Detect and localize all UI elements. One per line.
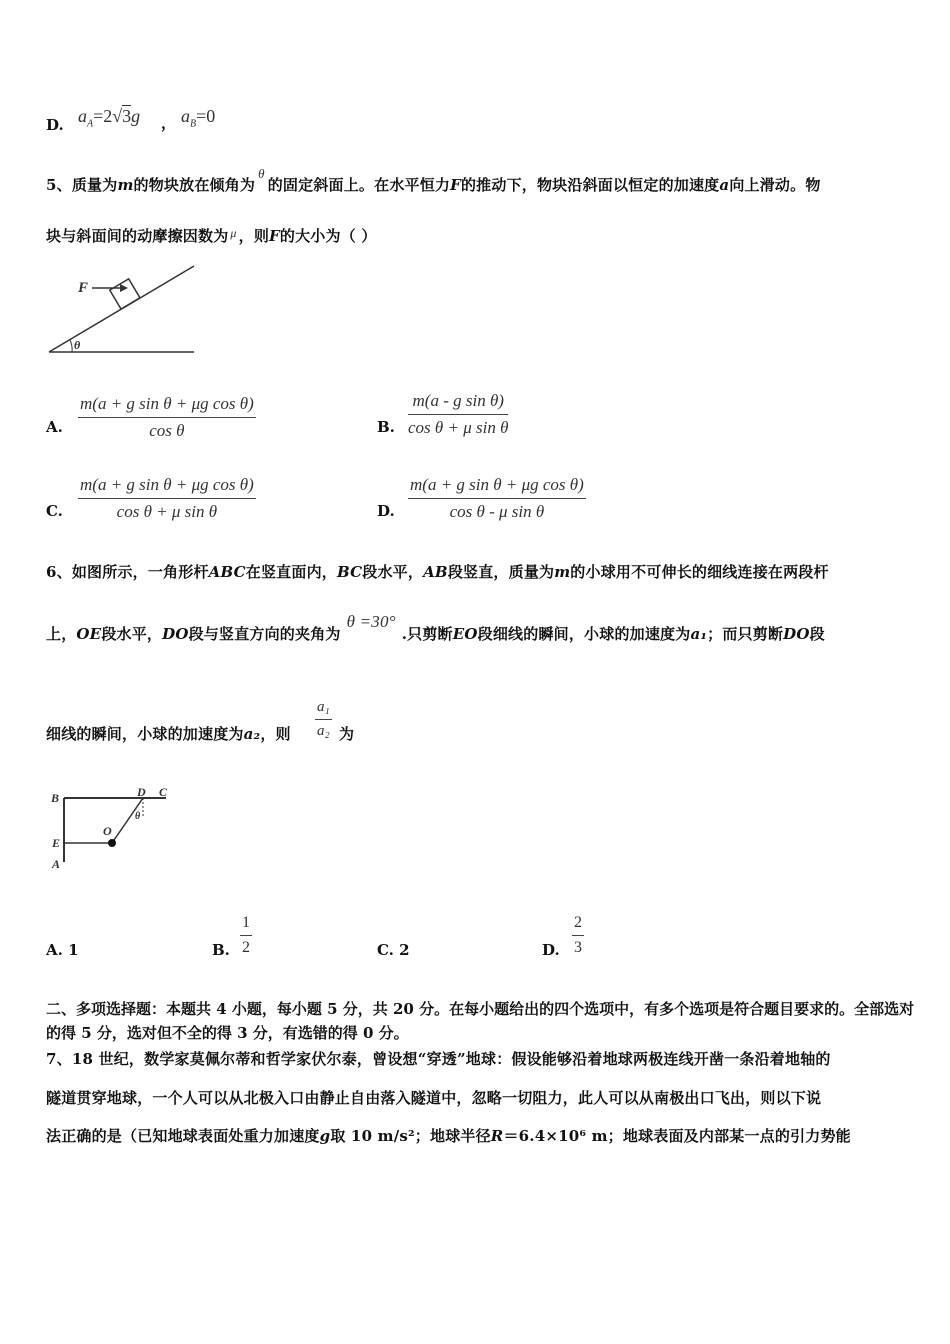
equals-two: =2 <box>93 106 113 126</box>
symbol: a <box>181 106 190 126</box>
text: .只剪断 <box>401 625 453 643</box>
option-letter: D. <box>542 941 560 959</box>
option-letter: D. <box>377 502 395 520</box>
text: ，则 <box>260 725 291 743</box>
text: ＝6.4×10⁶ m；地球表面及内部某一点的引力势能 <box>503 1127 851 1145</box>
option-value: 2 <box>399 941 410 959</box>
var-ABC: ABC <box>208 563 246 581</box>
var-EO: EO <box>452 625 478 643</box>
text: 块与斜面间的动摩擦因数为 <box>46 227 229 245</box>
text: 的推动下，物块沿斜面以恒定的加速度 <box>460 176 720 194</box>
subscript: B <box>190 118 197 130</box>
text: 在竖直面内， <box>245 563 337 581</box>
var-F: F <box>269 227 280 245</box>
q6-line-2 <box>46 612 825 644</box>
text: ；而只剪断 <box>707 625 784 643</box>
ratio-fraction <box>315 699 332 740</box>
var-OE: OE <box>76 625 102 643</box>
g-symbol: g <box>131 106 141 126</box>
denominator: 3 <box>574 939 582 956</box>
var-a1: a₁ <box>690 625 708 643</box>
text: 段 <box>809 625 825 643</box>
option-letter: A. <box>46 941 63 959</box>
label-F: F <box>78 280 89 296</box>
var-m: m <box>117 176 134 194</box>
numerator: m(a - g sin θ) <box>408 391 508 415</box>
q5-line-2 <box>46 225 377 246</box>
q5-line-1 <box>46 166 821 195</box>
var-BC: BC <box>336 563 363 581</box>
q6-line-3 <box>46 723 291 744</box>
text: 向上滑动。物 <box>729 176 821 194</box>
theta-equals-30: θ =30° <box>346 612 396 631</box>
label-D: D <box>137 785 146 799</box>
var-AB: AB <box>423 563 448 581</box>
text: 5、质量为 <box>46 176 118 194</box>
text: 段与竖直方向的夹角为 <box>188 625 341 643</box>
text: ，则 <box>238 227 270 245</box>
option-b-fraction <box>408 391 508 438</box>
denominator: a₂ <box>317 723 330 739</box>
q7-line-1: 7、18 世纪，数学家莫佩尔蒂和哲学家伏尔泰，曾设想“穿透”地球：假设能够沿着地球两极连线开凿一条沿着地轴的 <box>46 1050 831 1068</box>
section-2-heading: 二、多项选择题：本题共 4 小题，每小题 5 分，共 20 分。在每小题给出的四个选项中，有多个选项是符合题目要求的。全部选对的得 5 分，选对但不全的得 3 分，有选错的得 0 分。 <box>46 1000 915 1042</box>
text: 段水平， <box>362 563 424 581</box>
formula-aA: $a_A=2√3g$ <box>78 106 141 130</box>
label-A: A <box>52 857 61 871</box>
q6-line-1 <box>46 561 829 582</box>
text: 6、如图所示，一角形杆 <box>46 563 209 581</box>
symbol: a <box>78 106 87 126</box>
text: 段竖直，质量为 <box>447 563 555 581</box>
option-c-fraction <box>78 475 256 522</box>
denominator: cos θ - μ sin θ <box>449 502 545 521</box>
equals-zero: =0 <box>196 106 216 126</box>
text: 为 <box>339 725 355 743</box>
var-DO: DO <box>783 625 810 643</box>
option-letter: B. <box>212 941 230 959</box>
text: 的大小为（ ） <box>279 227 377 245</box>
var-F: F <box>450 176 461 194</box>
option-letter: B. <box>377 418 395 436</box>
var-DO: DO <box>162 625 189 643</box>
option-letter: C. <box>46 502 63 520</box>
label-B: B <box>51 791 60 805</box>
rod-figure <box>48 784 178 876</box>
text: 取 10 m/s²；地球半径 <box>330 1127 491 1145</box>
label-theta: θ <box>135 811 141 822</box>
text: 上， <box>46 625 77 643</box>
numerator: m(a + g sin θ + μg cos θ) <box>78 475 256 499</box>
text: 法正确的是（已知地球表面处重力加速度 <box>46 1127 320 1145</box>
denominator: cos θ + μ sin θ <box>116 502 218 521</box>
option-d-fraction <box>408 475 586 522</box>
text: 细线的瞬间，小球的加速度为 <box>46 725 244 743</box>
text: 段细线的瞬间，小球的加速度为 <box>477 625 691 643</box>
option-letter: D. <box>46 116 64 134</box>
var-a2: a₂ <box>243 725 261 743</box>
var-g: g <box>319 1127 331 1145</box>
text: 段水平， <box>101 625 163 643</box>
option-letter: A. <box>46 418 63 436</box>
option-letter: C. <box>377 941 394 959</box>
option-b-fraction <box>240 914 252 957</box>
option-d-fraction <box>572 914 584 957</box>
text: 的小球用不可伸长的细线连接在两段杆 <box>570 563 829 581</box>
var-R: R <box>490 1127 504 1145</box>
denominator: 2 <box>242 939 250 956</box>
option-a-fraction <box>78 394 256 441</box>
var-m: m <box>554 563 571 581</box>
q7-line-2: 隧道贯穿地球，一个人可以从北极入口由静止自由落入隧道中，忽略一切阻力，此人可以从南极出口飞出，则以下说 <box>46 1089 822 1107</box>
option-value: 1 <box>68 941 79 959</box>
label-E: E <box>52 836 61 850</box>
text: 的物块放在倾角为 <box>133 176 256 194</box>
q7-line-3 <box>46 1125 851 1146</box>
label-C: C <box>159 785 168 799</box>
text: 的固定斜面上。在水平恒力 <box>267 176 451 194</box>
var-a: a <box>719 176 730 194</box>
numerator: m(a + g sin θ + μg cos θ) <box>408 475 586 499</box>
var-theta: θ <box>258 166 265 181</box>
label-theta: θ <box>74 338 81 352</box>
numerator: 1 <box>240 914 252 936</box>
option-c <box>377 941 410 959</box>
comma: ， <box>161 114 177 132</box>
numerator: 2 <box>572 914 584 936</box>
numerator: a₁ <box>315 699 332 720</box>
denominator: cos θ + μ sin θ <box>408 418 509 437</box>
option-a <box>46 941 79 959</box>
formula-aB <box>181 106 215 130</box>
denominator: cos θ <box>149 421 185 440</box>
subscript: A <box>87 118 94 130</box>
numerator: m(a + g sin θ + μg cos θ) <box>78 394 256 418</box>
label-O: O <box>103 824 112 838</box>
root-value: 3 <box>122 106 132 126</box>
incline-figure <box>44 260 204 360</box>
var-mu: μ <box>230 226 237 240</box>
